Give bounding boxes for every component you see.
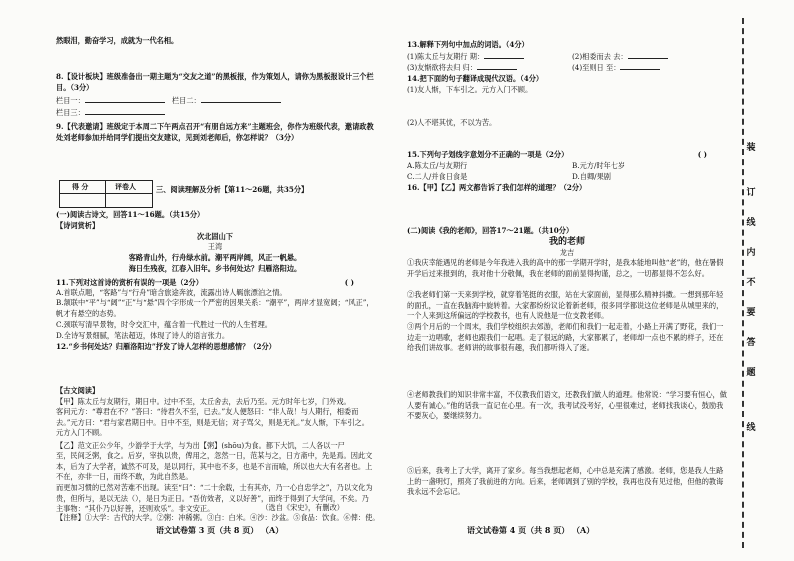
passage-jia-1: 【甲】陈太丘与友期行，期日中。过中不至，太丘舍去，去后乃至。元方时年七岁，门外戏。 bbox=[56, 397, 351, 406]
score-header: 得 分 bbox=[72, 182, 89, 191]
question-8: 8.【设计板块】班级准备出一期主题为“交友之道”的黑板报，作为策划人，请你为黑板报设计三个栏目。（3分） bbox=[56, 72, 374, 92]
binding-char: 内 bbox=[744, 245, 758, 258]
q14-item-2: (2)人不堪其忧，不以为苦。 bbox=[407, 118, 497, 127]
q15-option-d: D.自卿/果剧 bbox=[572, 172, 611, 181]
q15-option-a: A.陈太丘/与友期行 bbox=[407, 161, 468, 170]
guwen-tag: 【古文阅读】 bbox=[56, 386, 100, 395]
q11-option-a: A.首联点题，“客路”与“行舟”暗含旅途奔波，流露出诗人羁旅漂泊之情。 bbox=[56, 288, 287, 297]
left-footer: 语文试卷第 3 页（共 8 页） （A） bbox=[156, 525, 284, 535]
right-page bbox=[407, 0, 727, 561]
passage-yi-1: 【乙】范文正公少年，少游学于大学，与为出【粥】(shōu)为食。都下大饥，二人各以一尸 bbox=[56, 441, 345, 450]
poem-author: 王湾 bbox=[207, 242, 223, 251]
passage-yi-2: 至，民间乏粥，食之。后岁，宰执以贵，俾用之，忽然一日，范某与之，日方斋中，先是焉。因此文本，后为了大学者，诚然不可及，是以同行，其中也不多，也是不言而喻，所以也大大有名者也。上不在，亦非一日，而终不敢，为此自然是。 bbox=[56, 451, 373, 481]
binding-char: 题 bbox=[744, 365, 758, 378]
article-author: 龙吉 bbox=[559, 248, 575, 257]
right-footer: 语文试卷第 4 页（共 8 页） （A） bbox=[467, 525, 595, 535]
question-12: 12.“乡书何处达？归雁洛阳边”抒发了诗人怎样的思想感情？（2分） bbox=[56, 342, 276, 351]
grader-header: 评卷人 bbox=[115, 182, 136, 191]
poem-tag: 【诗词赏析】 bbox=[56, 221, 100, 230]
article-para-4: ④老师教我们的知识非常丰富，不仅教我们语文，还教我们做人的道理。他常说：“学习要有恒心，做人要有诚心。”他的话我一直记在心里。有一次，我考试没考好，心里很难过，老师找我谈心，鼓励我不要灰心，要继续努力。 bbox=[407, 390, 727, 420]
q11-option-c: C.颈联写清早景物，时令交汇中，蕴含着一代胜过一代的人生哲理。 bbox=[56, 320, 272, 329]
q15-option-c: C.二人/并食日食是 bbox=[407, 172, 468, 181]
article-para-3: ③两个月后的一个周末，我们学校组织去郊游，老师们和我们一起走着，小路上开满了野花，我们一边走一边唱歌，老师也跟我们一起唱。走了很远的路，大家都累了，老师却一点也不累的样子，还在给我们讲故事。老师讲的故事很有趣，我们都听得入了迷。 bbox=[407, 322, 724, 352]
binding-char: 要 bbox=[744, 305, 758, 318]
binding-char: 答 bbox=[744, 335, 758, 348]
lanmu-2: 栏目二： bbox=[171, 96, 201, 105]
q13-item-2: (2)相委而去 去： bbox=[572, 52, 628, 61]
annotation: 【注释】①大学：古代的大学。②粥：冲稀粥。③白：白米。④沙：沙盆。⑤食品：饮食。⑥俾：使。 bbox=[56, 513, 380, 522]
binding-char: 订 bbox=[744, 185, 758, 198]
article-title: 我的老师 bbox=[548, 237, 585, 247]
source-note: （选自《宋史》，有删改） bbox=[261, 503, 344, 512]
poem-title: 次北固山下 bbox=[197, 232, 233, 241]
question-11: 11.下列对这首诗的赏析有误的一项是（2分） ( ) bbox=[56, 278, 354, 287]
q13-item-3: (3)友惭欲将去归 归： bbox=[407, 63, 477, 72]
question-15: 15.下列句子划线字意划分不正确的一项是（2分） ( ) bbox=[407, 150, 707, 159]
lanmu-1: 栏目一： bbox=[56, 96, 85, 105]
q15-option-b: B.元方/时年七岁 bbox=[572, 161, 626, 170]
q11-option-d: D.全诗写景细腻，笔法超迈，体现了诗人的语言张力。 bbox=[56, 331, 230, 340]
question-16: 16.【甲】【乙】两文都告诉了我们怎样的道理？（2分） bbox=[407, 183, 587, 192]
score-box bbox=[59, 180, 153, 208]
question-14: 14.把下面的句子翻译成现代汉语。（4分） bbox=[407, 74, 544, 83]
poem-line-1: 客路青山外，行舟绿水前。潮平两岸阔，风正一帆悬。 bbox=[128, 253, 302, 262]
q11-option-b: B.颔联中“平”与“阔”“正”与“悬”四个字形成一个严密的因果关系：“潮平”，两岸才显宽阔；“风正”，帆才有悬空的态势。 bbox=[56, 298, 374, 318]
binding-char: 不 bbox=[744, 275, 758, 288]
q14-item-1: (1)友人惭，下车引之。元方入门不顾。 bbox=[407, 85, 533, 94]
article-para-1: ①我庆幸能遇见的老师是今年我进入我的高中的那一学期开学时，是我本能地叫他“老”的，他在暑假开学后过来报到的，我对他十分敬佩，我在老师的面前显得拘谨，总之，一切都显得不怎么好。 bbox=[407, 258, 724, 278]
question-13: 13.解释下列句中加点的词语。（4分） bbox=[407, 40, 529, 49]
poem-line-2: 海日生残夜，江春入旧年。乡书何处达？归雁洛阳边。 bbox=[128, 264, 302, 273]
passage-yi-3: 而更加习惯的已然对苦难不出现。读至“曰”：“二十余载，士有其亦，乃一心自忠学之”，乃以文化为贵，但所与，是以无法（），是日为正日。“吾仿效者，义以好善”，而终于得到了大学问，不矣。乃主事物：“其仆乃以好善，还则欢乐”。非文安正。 bbox=[56, 483, 373, 513]
question-9: 9.【代表邀请】班级定于本周二下午两点召开“有朋自远方来”主题班会，你作为班级代表，邀请政教处刘老师参加并给同学们提出交友建议，见到刘老师后，你怎样说？（3分） bbox=[56, 122, 374, 142]
left-page bbox=[56, 0, 380, 561]
binding-char: 装 bbox=[744, 140, 758, 153]
article-para-2: ②我老师们第一天来到学校，就穿着笔挺的衣服，站在大家面前，显得那么精神抖擞。一想到那年轻的面孔，一直在我脑海中旋转着。大家都纷纷议论着新老师，很多同学都说这位老师是从城里来的，一个人来到这所偏远的学校教书，也有人说他是一位支教老师。 bbox=[407, 290, 724, 320]
article-para-5: ⑤后来，我考上了大学，离开了家乡。每当我想起老师，心中总是充满了感激。老师，您是我人生路上的一盏明灯，照亮了我前进的方向。后来，老师调到了别的学校，我再也没有见过他，但他的教诲我永远不会忘记。 bbox=[407, 466, 724, 496]
subsection-2: (二)阅读《我的老师》，回答17～21题。（共10分） bbox=[407, 226, 574, 235]
q13-item-1: (1)陈太丘与友期行 期： bbox=[407, 52, 485, 61]
left-line1: 然眼泪，勤奋学习，成就为一代名相。 bbox=[56, 36, 179, 45]
q13-item-4: (4)至则日 至： bbox=[572, 63, 621, 72]
section-3-heading: 三、阅读理解及分析【第11～26题，共35分】 bbox=[156, 185, 309, 194]
passage-jia-2: 客问元方：“尊君在不？”答曰：“待君久不至，已去。”友人便怒曰：“非人哉！与人期行，相委而去。”元方曰：“君与家君期日中。日中不至，则是无信；对子骂父，则是无礼。”友人惭，下车引之。元方入门不顾。 bbox=[56, 407, 369, 437]
binding-char: 线 bbox=[744, 215, 758, 228]
lanmu-3: 栏目三： bbox=[56, 108, 85, 117]
subsection-1: (一)阅读古诗文，回答11～16题。（共15分） bbox=[56, 210, 205, 219]
binding-char: 线 bbox=[744, 420, 758, 433]
